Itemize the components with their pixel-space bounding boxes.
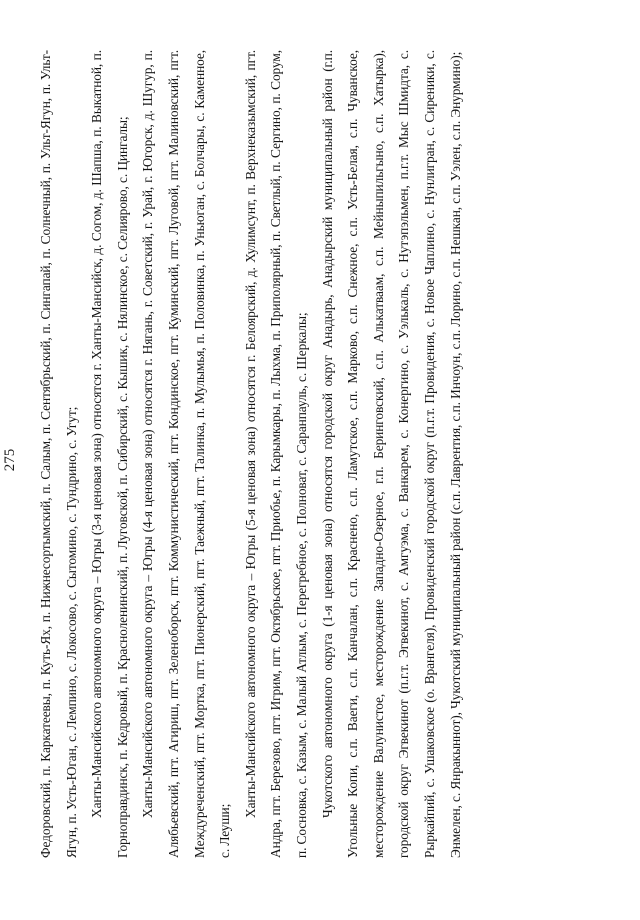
- paragraph-1: Федоровский, п. Каркатеевы, п. Куть-Ях, п. Нижнесортымский, п. Салым, п. Сентябрьский, п. Сингапай, п. Солнечный, п. Ульт-Ягун, п. Ульт-Ягун, п. Усть-Юган, с. Лемпино, с. Локосово, с. Сытомино, с. Тундрино, с. Угут;: [38, 50, 79, 858]
- page-number: 275: [2, 448, 18, 472]
- paragraph-2: Ханты-Мансийского автономного округа – Югры (3-я ценовая зона) относятся г. Ханты-Мансийск, д. Согом, д. Шапша, п. Выкатной, п. Горноправдинск, п. Кедровый, п. Красноленинский, п. Луговской, п. Сибирский, с. Кышик, с. Нялинское, с. Селиярово, с. Цингалы;: [89, 50, 130, 858]
- document-body: [33, 50, 468, 858]
- paragraph-4: Ханты-Мансийского автономного округа – Югры (5-я ценовая зона) относятся г. Белоярский, д. Хулимсунт, п. Верхнеказымский, пгт. Андра, пгт. Березово, пгт. Игрим, пгт. Октябрьское, пгт. Приобье, п. Карымкары, п. Лыхма, п. Приполярный, п. Светлый, п. Сергино, п. Сорум, п. Сосновка, с. Казым, с. Малый Атлым, с. Перегребное, с. Полноват, с. Саранпауль, с. Шеркалы;: [242, 50, 309, 858]
- paragraph-3: Ханты-Мансийского автономного округа – Югры (4-я ценовая зона) относятся г. Нягань, г. Советский, г. Урай, г. Югорск, д. Шугур, п. Алябьевский, пгт. Агириш, пгт. Зеленоборск, пгт. Коммунистический, пгт. Кондинское, пгт. Куминский, пгт. Луговой, пгт. Малиновский, пгт. Междуреченский, пгт. Мортка, пгт. Пионерский, пгт. Таежный, пгт. Талинка, п. Мулымья, п. Половинка, п. Уньюган, с. Болчары, с. Каменное, с. Леуши;: [140, 50, 233, 858]
- paragraph-5: Чукотского автономного округа (1-я ценовая зона) относятся городской округ Анадырь, Анадырский муниципальный район (г.п. Угольные Копи, с.п. Ваеги, с.п. Канчалан, с.п. Краснено, с.п. Ламутское, с.п. Марково, с.п. Снежное, с.п. Усть-Белая, с.п. Чуванское, месторождение Валунистое, месторождение Западно-Озерное, г.п. Беринговский, с.п. Алькатваам, с.п. Мейныпильгыно, с.п. Хатырка), городской округ Эгвекинот (п.г.т. Эгвекинот, с. Амгуэма, с. Ванкарем, с. Конергино, с. Уэлькаль, с. Нутэпэльмен, п.г.т. Мыс Шмидта, с. Рыркайпий, с. Ушаковское (о. Врангеля), Провиденский городской округ (п.г.т. Провидения, с. Новое Чаплино, с. Нунлигран, с. Сиреники, с. Энмелен, с. Янракыннот), Чукотский муниципальный район (с.п. Лаврентия, с.п. Инчоун, с.п. Лорино, с.п. Нешкан, с.п. Уэлен, с.п. Энурмино);: [319, 50, 463, 858]
